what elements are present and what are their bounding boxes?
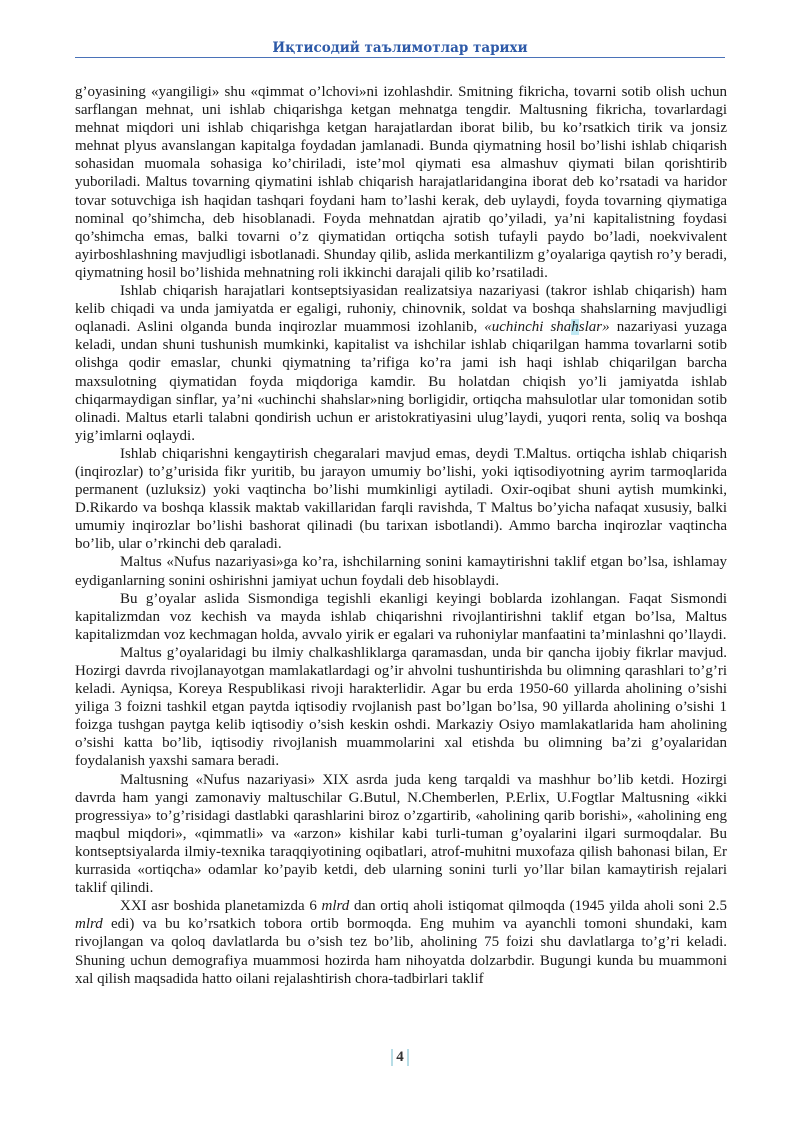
running-header: Иқтисодий таълимотлар тарихи <box>75 40 725 58</box>
paragraph: Bu g’oyalar aslida Sismondiga tegishli ekanligi keyingi boblarda izohlangan. Faqat Sismondi kapitalizmdan voz kechish va mayda ishlab chiqarishni rivojlantirishni taklif etgan bo’lsa, Maltus kapitalizmdan voz kechmagan holda, avvalo yirik er egalari va ruhoniylar manfaatini ta’minlashni qo’llaydi. <box>75 590 727 643</box>
paragraph: Ishlab chiqarishni kengaytirish chegaralari mavjud emas, deydi T.Maltus. ortiqcha ishlab chiqarish (inqirozlar) to’g’urisida fikr yuritib, bu jarayon umumiy bo’lishi, yoki iqtisodiyotning ayrim tarmoqlarida permanent (uzluksiz) yoki vaqtincha bo’lishi mumkinligi aytiladi. Oxir-oqibat shuni aytish mumkinki, D.Rikardo va boshqa klassik maktab vakillaridan farqli ravishda, T Maltus bo’yicha nafaqat xususiy, balki umumiy inqirozlar bo’lishi bashorat qilinadi (bu tarixan isbotlandi). Ammo barcha inqirozlar vaqtincha bo’lib, ular o’rkinchi deb qaraladi. <box>75 445 727 553</box>
paragraph: Maltusning «Nufus nazariyasi» XIX asrda juda keng tarqaldi va mashhur bo’lib ketdi. Hozirgi davrda ham yangi zamonaviy maltuschilar G.Butul, N.Chemberlen, P.Erlix, U.Fogtlar Maltusning «ikki progressiya» to’g’risidagi dastlabki qarashlarini biroz o’zgartirib, «aholining qarib borishi», «aholining eng maqbul miqdori», «qimmatli» va «arzon» kishilar kabi turli-tuman g’oyalarini ilgari surmoqdalar. Bu kontseptsiyalarda ilmiy-texnika taraqqiyotining oqibatlari, atrof-muhitni muxofaza qilish bahonasi bilan, Er kurrasida «ortiqcha» odamlar ko’payib ketdi, deb ularning sonini turli yo’llar bilan kamaytirish rejalari taklif qilindi. <box>75 771 727 897</box>
body-text <box>75 83 727 988</box>
paragraph: XXI asr boshida planetamizda 6 mlrd dan ortiq aholi istiqomat qilmoqda (1945 yilda aholi soni 2.5 mlrd edi) va bu ko’rsatkich tobora ortib bormoqda. Eng muhim va ayanchli tomoni shundaki, kam rivojlangan va qoloq davlatlarda bu o’sish tez bo’lib, aholining 75 foizi shu davlatlarga to’g’ri keladi. Shuning uchun demografiya muammosi hozirda ham nihoyatda dolzarbdir. Bugungi kunda bu muammoni xal qilish maqsadida hatto oilani rejalashtirish chora-tadbirlari taklif <box>75 898 728 987</box>
paragraph: Maltus g’oyalaridagi bu ilmiy chalkashliklarga qaramasdan, unda bir qancha ijobiy fikrlar mavjud. Hozirgi davrda rivojlanayotgan mamlakatlardagi og’ir ahvolni tushuntirishda bu olimning qarashlari to’g’ri keladi. Ayniqsa, Koreya Respublikasi rivoji harakterlidir. Agar bu erda 1950-60 yillarda aholining o’sishi yiliga 3 foizni tashkil etgan paytda iqtisodiy rvojlanish past bo’lgan bo’lsa, 90 yillarda aholining o’sishi 1 foizga tushgan paytga kelib iqtisodiy o’sish keskin oshdi. Markaziy Osiyo mamlakatlarida ham aholining o’sishi katta bo’lib, iqtisodiy rivojlanish muammolarini xal etishda bu olimning ba’zi g’oyalaridan foydalanish yaxshi samara beradi. <box>75 644 727 770</box>
page-number: 4 <box>391 1049 409 1066</box>
text-cursor-highlight: h <box>571 319 579 336</box>
paragraph: Ishlab chiqarish harajatlari kontseptsiyasidan realizatsiya nazariyasi (takror ishlab chiqarish) ham kelib chiqadi va unda jamiyatda er egaligi, ruhoniy, chinovnik, soldat va boshqa shahslarning mavjudligi oqlanadi. Aslini olganda bunda inqirozlar muammosi izohlanib, «uchinchi shahslar» nazariyasi yuzaga keladi, undan shuni tushunish mumkinki, kapitalist va ishchilar ishlab chiqarilgan hamma tovarlarni sotib olishga qodir emaslar, chunki qiymatning ta’rifiga ko’ra jami ish haqi ishlab chiqarilgan barcha maxsulotning qiymatidan foyda miqdoriga kamdir. Bu holatdan chiqish yo’li jamiyatda ishlab chiqarmaydigan sinflar, ya’ni «uchinchi shahslar»ning borligidir, ortiqcha mahsulotlar ular tomonidan sotib olinadi. Maltus etarli talabni qondirish uchun er aristokratiyasini ulug’laydi, yuqori renta, soliq va boshqa yig’imlarni oqlaydi. <box>75 283 728 444</box>
paragraph: Maltus «Nufus nazariyasi»ga ko’ra, ishchilarning sonini kamaytirishni taklif etgan bo’lsa, ishlamay eydiganlarning sonini oshirishni jamiyat uchun foydali deb hisoblaydi. <box>75 554 727 589</box>
page-footer <box>0 1049 800 1066</box>
italic-term: «uchinchi shahslar» <box>484 319 610 336</box>
paragraph: g’oyasining «yangiligi» shu «qimmat o’lchovi»ni izohlashdir. Smitning fikricha, tovarni sotib olish uchun sarflangan mehnat, uni ishlab chiqarishga ketgan mehnatga tengdir. Maltusning fikricha, tovarlardagi mehnat miqdori uni ishlab chiqarishga ketgan harajatlardan iborat bilib, bu ko’rsatkich tirik va jonsiz mehnat plyus avanslangan kapitalga foydadan jamlanadi. Bunda qiymatning hosil bo’lishi ishlab chiqarish sohasidan muomala sohasiga ko’chiriladi, iste’mol qiymati esa almashuv qiymati bilan qorishtirib yuboriladi. Maltus tovarning qiymatini ishlab chiqarish harajatlaridangina iborat deb ko’rsatadi va haridor tovar sotuvchiga ish haqidan tashqari foydani ham to’lashi kerak, deb uylaydi, foyda tovarning qiymatiga nominal qo’shimcha, deb hisoblanadi. Foyda mehnatdan ajratib qo’yiladi, ya’ni kapitalistning foydasi qo’shimcha emas, balki tovarni o’z qiymatidan ortiqcha sotish tufayli paydo bo’ladi, noekvivalent ayirboshlashning mavjudligi isbotlanadi. Shunday qilib, aslida merkantilizm g’oyalariga qaytish ro’y beradi, qiymatning hosil bo’lishida mehnatning roli ikkinchi darajali qilib ko’rsatiladi. <box>75 84 727 281</box>
